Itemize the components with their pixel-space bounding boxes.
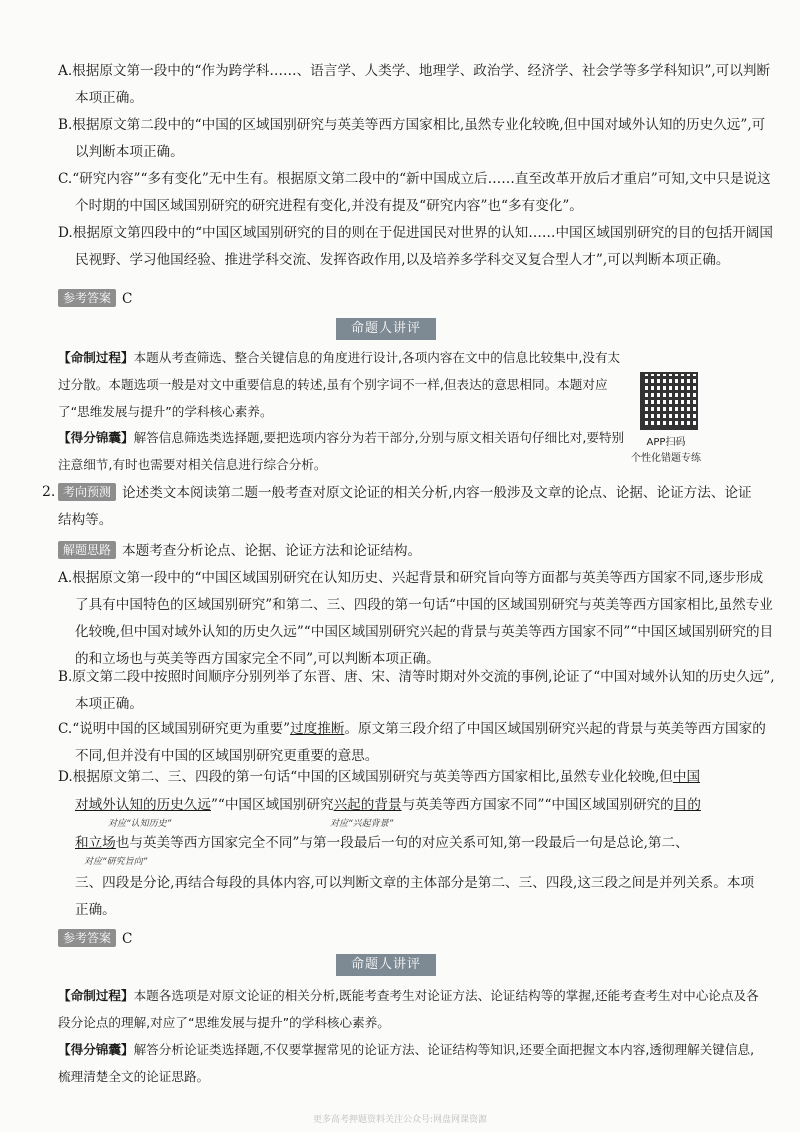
q1-tips — [58, 424, 628, 478]
answer-tag: 参考答案 — [58, 289, 116, 307]
q2-option-d-line4: 三、四段是分论,再结合每段的具体内容,可以判断文章的主体部分是第二、三、四段,这三段之间是并列关系。本项正确。 — [75, 875, 755, 918]
q2-option-d-line1 — [58, 764, 758, 791]
q2-process — [58, 982, 760, 1036]
qr-caption-1: APP扫码 — [646, 437, 686, 448]
q2-approach — [58, 538, 758, 565]
footer-watermark: 更多高考押题资料关注公众号:网盘网课资源 — [312, 1115, 488, 1125]
approach-text: 本题考查分析论点、论据、论证方法和论证结构。 — [122, 543, 422, 559]
commentary-banner: 命题人讲评 — [336, 954, 436, 976]
q1-option-b: B.根据原文第二段中的“中国的区域国别研究与英美等西方国家相比,虽然专业化较晚,但中国对域外认知的历史久远”,可以判断本项正确。 — [58, 117, 766, 160]
annotation-background: 对应“兴起背景” — [330, 819, 394, 829]
q1-option-c: C.“研究内容”“多有变化”无中生有。根据原文第二段中的“新中国成立后……直至改革开放后才重启”可知,文中只是说这个时期的中国区域国别研究的研究进程有变化,并没有提及“研究内容”也“多有变化”。 — [58, 171, 771, 214]
qr-caption-2: 个性化错题专练 — [631, 453, 701, 464]
q2-tips — [58, 1036, 760, 1090]
forecast-tag: 考向预测 — [58, 483, 116, 501]
option-c-head: C. — [58, 721, 73, 737]
tips-label: 【得分锦囊】 — [58, 1042, 134, 1057]
option-d-underline-2: 对域外认知的历史久远 — [75, 797, 211, 813]
annotation-cognition: 对应“认知历史” — [108, 819, 172, 829]
q2-answer — [58, 926, 758, 953]
commentary-banner: 命题人讲评 — [336, 318, 436, 340]
process-text: 本题各选项是对原文论证的相关分析,既能考查考生对论证方法、论证结构等的掌握,还能考查考生对中心论点及各段分论点的理解,对应了“思维发展与提升”的学科核心素养。 — [58, 988, 759, 1030]
process-label: 【命制过程】 — [58, 988, 134, 1003]
option-d-underline-1: 中国 — [672, 769, 701, 785]
q2-option-a: A.根据原文第一段中的“中国区域国别研究在认知历史、兴起背景和研究旨向等方面都与英美等西方国家不同,逐步形成了具有中国特色的区域国别研究”和第二、三、四段的第一句话“中国的区域国别研究与英美等西方国家相比,虽然专业化较晚,但中国对域外认知的历史久远”“中国区域国别研究兴起的背景与英美等西方国家不同”“中国区域国别研究的目的和立场也与英美等西方国家完全不同”,可以判断本项正确。 — [58, 570, 774, 667]
q1-process — [58, 344, 628, 425]
option-d-underline-5: 和立场 — [75, 835, 116, 851]
q1-option-d: D.根据原文第四段中的“中国区域国别研究的目的则在于促进国民对世界的认知……中国区域国别研究的目的包括开阔国民视野、学习他国经验、推进学科交流、发挥咨政作用,以及培养多学科交叉复合型人才”,可以判断本项正确。 — [58, 225, 773, 268]
approach-tag: 解题思路 — [58, 541, 116, 559]
option-d-text-1: D.根据原文第二、三、四段的第一句话“中国的区域国别研究与英美等西方国家相比,虽然专业化较晚,但 — [58, 769, 673, 785]
q1-option-a: A.根据原文第一段中的“作为跨学科……、语言学、人类学、地理学、政治学、经济学、社会学等多学科知识”,可以判断本项正确。 — [58, 63, 771, 106]
process-label: 【命制过程】 — [58, 350, 134, 365]
q2-option-d-line3 — [75, 830, 775, 857]
option-d-underline-3: 兴起的背景 — [333, 797, 402, 813]
option-c-key: 过度推断 — [290, 721, 345, 737]
answer-letter: C — [122, 931, 133, 947]
tips-text: 解答信息筛选类选择题,要把选项内容分为若干部分,分别与原文相关语句仔细比对,要特别注意细节,有时也需要对相关信息进行综合分析。 — [58, 430, 625, 472]
q1-answer — [58, 286, 758, 313]
option-d-text-4: 也与英美等西方国家完全不同”与第一段最后一句的对应关系可知,第一段最后一句是总论,第二、 — [115, 835, 689, 851]
answer-tag: 参考答案 — [58, 929, 116, 947]
process-text: 本题从考查筛选、整合关键信息的角度进行设计,各项内容在文中的信息比较集中,没有太过分散。本题选项一般是对文中重要信息的转述,虽有个别字词不一样,但表达的意思相同。本题对应了“思维发展与提升”的学科核心素养。 — [58, 350, 621, 419]
q2-option-d-line2 — [75, 792, 775, 819]
q2-forecast — [58, 480, 758, 534]
tips-text: 解答分析论证类选择题,不仅要掌握常见的论证方法、论证结构等知识,还要全面把握文本内容,透彻理解关键信息,梳理清楚全文的论证思路。 — [58, 1042, 755, 1084]
annotation-purpose: 对应“研究旨向” — [84, 857, 148, 867]
option-d-text-3: 与英美等西方国家不同”“中国区域国别研究的 — [401, 797, 674, 813]
option-c-quote: “说明中国的区域国别研究更为重要” — [72, 721, 291, 737]
q2-option-c — [58, 716, 775, 770]
option-c-rest: 。原文第三段介绍了中国区域国别研究兴起的背景与英美等西方国家的不同,但并没有中国的区域国别研究更重要的意思。 — [75, 721, 766, 764]
q2-option-b: B.原文第二段中按照时间顺序分别列举了东晋、唐、宋、清等时期对外交流的事例,论证了“中国对域外认知的历史久远”,本项正确。 — [58, 669, 775, 712]
answer-letter: C — [122, 291, 133, 307]
forecast-text: 论述类文本阅读第二题一般考查对原文论证的相关分析,内容一般涉及文章的论点、论据、论证方法、论证结构等。 — [58, 485, 752, 528]
option-d-text-2: ”“中国区域国别研究 — [210, 797, 334, 813]
tips-label: 【得分锦囊】 — [58, 430, 134, 445]
option-d-underline-4: 目的 — [673, 797, 701, 813]
q2-number: 2. — [42, 484, 56, 500]
qr-code-icon[interactable] — [640, 372, 698, 430]
